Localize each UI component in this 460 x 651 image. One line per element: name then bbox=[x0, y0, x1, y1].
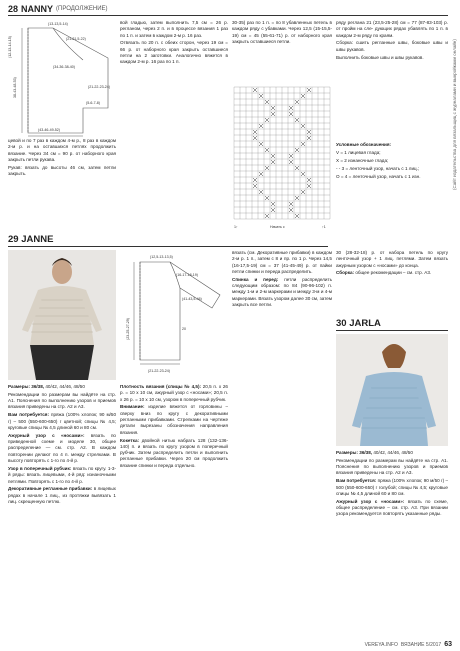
jarla-text bbox=[336, 450, 448, 630]
nanny-label-0: (13-13,5-14) bbox=[48, 22, 68, 26]
janne-label-0: (12,5-13-13,5) bbox=[150, 255, 173, 259]
chart-stitch-mark bbox=[253, 136, 257, 140]
janne-label-1: (16-17-18-19) bbox=[176, 273, 198, 277]
janne-note: изделие вяжется от горловины – сверху вниз по кругу с декоративными регланными прибавками. Стрелками на чертеже детали вырезаны обозначения направления вязания. bbox=[120, 404, 228, 435]
janne-rule bbox=[8, 246, 328, 247]
jarla-sizes: 40/42, 44/46, 48/50 bbox=[373, 450, 413, 455]
nanny-col4-p2: Выполнить боковые швы и швы рукавов. bbox=[336, 54, 424, 60]
chart-stitch-mark bbox=[259, 172, 263, 176]
chart-stitch-mark bbox=[265, 196, 269, 200]
legend-item-0: V = 1 лицевая глада; bbox=[336, 149, 381, 155]
jarla-sizes-label: Размеры: 36/38, bbox=[336, 450, 373, 455]
chart-stitch-mark bbox=[289, 112, 293, 116]
nanny-text-col3 bbox=[232, 20, 332, 80]
header-rule bbox=[8, 15, 448, 16]
janne-neck-label: Кокетка: bbox=[120, 437, 140, 443]
janne-photo bbox=[8, 250, 116, 380]
chart-stitch-mark bbox=[271, 154, 275, 158]
nanny-label-6: (12-13-14-15) bbox=[8, 36, 12, 58]
chart-stitch-mark bbox=[271, 160, 275, 164]
janne-number: 29 bbox=[8, 234, 19, 245]
footer-issue: ВЯЗАНИЕ 5/2017 bbox=[400, 641, 442, 648]
janne-density: 20,5 п. x 26 р. = 10 x 10 см, ажурный узор с «носами»; 20,5 п. x 26 р. = 10 x 10 см, узором в поперечный рубчик. bbox=[120, 384, 228, 402]
jarla-intro: Рекомендации по размерам вы найдёте на стр. А1. Пояснения по выполнению узоров и приемов вязания приведены на стр. А2 и А3. bbox=[336, 457, 448, 476]
chart-stitch-mark bbox=[307, 136, 311, 140]
janne-neck: двойной нитью набрать 128 (132-136-140) п. и вязать по кругу узором в поперечный рубчик. Затем распределить петли и выполнить регланные прибавки. Через 20 см продолжить вязание спинки и переда отдельно. bbox=[120, 437, 228, 468]
nanny-label-1: (21-21,5-22) bbox=[66, 37, 86, 41]
chart-stitch-mark bbox=[289, 154, 293, 158]
nanny-text-col1 bbox=[8, 138, 116, 226]
janne-materials-label: Вам потребуется: bbox=[8, 412, 50, 418]
janne-note-label: Внимание: bbox=[120, 404, 145, 410]
chart-mark-0: 1↑ bbox=[234, 225, 238, 229]
legend-title: Условные обозначения: bbox=[336, 142, 392, 147]
legend bbox=[336, 142, 448, 226]
janne-assembly: общее рекомендации – см. стр. А3. bbox=[355, 270, 432, 276]
janne-stripe-label: Узор в поперечный рубчик: bbox=[8, 465, 72, 471]
jarla-number: 30 bbox=[336, 318, 347, 329]
page-footer bbox=[365, 641, 452, 648]
chart-stitch-mark bbox=[295, 214, 299, 218]
chart-stitch-mark bbox=[301, 190, 305, 194]
chart-stitch-mark bbox=[307, 178, 311, 182]
janne-assembly-label: Сборка: bbox=[336, 270, 355, 276]
chart-stitch-mark bbox=[301, 142, 305, 146]
nanny-label-5: (5-6-7-8) bbox=[86, 101, 100, 105]
chart-stitch-mark bbox=[265, 214, 269, 218]
nanny-col2-p0: вой гладью, затем выполнить 7,5 см = 26 р. регланом, через 2 п. и в процессе вязания 1 раз по 1 п. и затем в каждом 2-м р. 16 раз. bbox=[120, 20, 228, 38]
nanny-text-col4 bbox=[336, 20, 448, 140]
footer-site: VEREYA.INFO bbox=[364, 641, 398, 648]
janne-text-col3 bbox=[232, 250, 332, 634]
chart-stitch-mark bbox=[259, 190, 263, 194]
nanny-label-2: 38-43-48-53) bbox=[13, 77, 17, 98]
janne-materials: пряжа (100% хлопок; 90 м/50 г) – 500 (550-600-650) г цветной; спицы № 4,5; круговые спицы № 4,5 длиной 60 и 80 см. bbox=[8, 412, 116, 430]
side-credit: (Сайт издательства для вязальщиц с журналами и выкройками онлайн) bbox=[452, 39, 457, 190]
chart-stitch-mark bbox=[265, 148, 269, 152]
section-continued: (ПРОДОЛЖЕНИЕ) bbox=[56, 5, 108, 12]
knitting-chart bbox=[232, 85, 332, 230]
jarla-name: JARLA bbox=[349, 318, 381, 329]
jarla-rule bbox=[336, 330, 448, 331]
chart-stitch-mark bbox=[289, 106, 293, 110]
janne-text-col4 bbox=[336, 250, 448, 310]
chart-stitch-mark bbox=[301, 172, 305, 176]
nanny-schematic bbox=[8, 18, 113, 138]
chart-stitch-mark bbox=[295, 148, 299, 152]
nanny-col1-p1: Рукав: вязать до высоты 46 см, затем петли закрыть. bbox=[8, 164, 116, 177]
chart-stitch-mark bbox=[253, 130, 257, 134]
chart-stitch-mark bbox=[307, 184, 311, 188]
page-number: 63 bbox=[444, 641, 452, 648]
janne-text-col1 bbox=[8, 384, 116, 634]
chart-stitch-mark bbox=[295, 196, 299, 200]
chart-stitch-mark bbox=[265, 118, 269, 122]
chart-stitch-mark bbox=[295, 118, 299, 122]
janne-raglan-label: Декоративные регланные прибавки: bbox=[8, 486, 93, 492]
janne-back-label: Спинка и перед: bbox=[232, 276, 279, 282]
chart-mark-1: Начать с bbox=[270, 225, 285, 229]
legend-item-1: X = 2 изнаночные глада; bbox=[336, 157, 389, 163]
chart-stitch-mark bbox=[259, 124, 263, 128]
jarla-photo bbox=[336, 334, 448, 446]
janne-sizes-label: Размеры: 36/38, bbox=[8, 384, 45, 389]
chart-stitch-mark bbox=[301, 94, 305, 98]
janne-pattern: вязать по приведенной схеме и моделе 30, общее распределение — см. стр. А2. В каждом повторении делают по 4 п. между стрелками. В высоту повторять с 1-го по 4-й р. bbox=[8, 432, 116, 464]
chart-stitch-mark bbox=[259, 142, 263, 146]
chart-stitch-mark bbox=[253, 184, 257, 188]
janne-col3-text: вязать (см. Декоративные прибавки) в каждом 2-м р. 1 п., затем с 8 и пр. по 1 р. Через 14,5 (16-17,5-19) см = 37 (41-45-49) р. от пайки петли спинки и переда распределить. bbox=[232, 250, 332, 274]
chart-stitch-mark bbox=[265, 166, 269, 170]
jarla-materials: пряжа (100% хлопок; 90 м/50 г) – 500 (550-600-650) г голубой; спицы № 4,5; круговые спицы № 4,5 длиной 60 и 80 см. bbox=[336, 478, 448, 496]
chart-stitch-mark bbox=[295, 100, 299, 104]
chart-stitch-mark bbox=[295, 166, 299, 170]
chart-stitch-mark bbox=[271, 112, 275, 116]
chart-stitch-mark bbox=[289, 208, 293, 212]
chart-mark-2: ↑1 bbox=[322, 225, 326, 229]
chart-stitch-mark bbox=[253, 178, 257, 182]
chart-stitch-mark bbox=[265, 100, 269, 104]
section-number: 28 bbox=[8, 3, 19, 14]
legend-item-3: O = 4 = ленточный узор, начать с 1 изн. bbox=[336, 173, 421, 179]
chart-stitch-mark bbox=[271, 202, 275, 206]
janne-label-2: (23-25-27-29) bbox=[126, 318, 130, 340]
nanny-col4-p0: ряду реглана 21 (23,5-25-28) см = 77 (87-83-103) р. от пройм на сле- дующих рядах убавлять по 1 п. в каждом 2-м ряду по краям. bbox=[336, 20, 448, 38]
nanny-text-col2 bbox=[120, 20, 228, 226]
nanny-col1-p0: цевой и по 7 раз в каждом 4-м р., 8 раз в каждом 2-м р. и на оставшихся петлях продолжить вязание. Через 34 см = 90 р. от наборного края закрыть петли рукава. bbox=[8, 138, 116, 162]
janne-name: JANNE bbox=[21, 234, 54, 245]
jarla-heading bbox=[336, 318, 381, 329]
nanny-col2-p1: Отвязать по 20 п. с обеих сторон, через 19 см = 66 р. от наборного края закрыть оставшиеся петли на 2 заготовки. Аналогично вяжется в каждом 2-м р. 16 раз по 1 п. bbox=[120, 40, 228, 65]
chart-stitch-mark bbox=[289, 202, 293, 206]
janne-back: петли распределить следующим образом: по 84 (90-96-102) п. между 1-м и 2-м маркерами и между 3-м и 4-м маркерами. Вязать узором далее 30 см, затем закрыть все петли. bbox=[232, 276, 332, 307]
janne-stripe: вязать по кругу. 1-3-й ряды: вязать лицевыми, 4-й ряд: изнаночными петлями. Повторять с 1-го по 4-й р. bbox=[8, 465, 116, 484]
chart-stitch-mark bbox=[271, 208, 275, 212]
janne-label-3: 20 bbox=[182, 327, 186, 331]
janne-label-5: (21-22-23-24) bbox=[148, 369, 170, 373]
janne-label-4: (41-43,5-46) bbox=[182, 297, 202, 301]
jarla-pattern-label: Ажурный узор с «носами»: bbox=[336, 498, 405, 504]
nanny-label-4: (34-36-38-40) bbox=[53, 65, 75, 69]
janne-pattern-label: Ажурный узор с «носами»: bbox=[8, 432, 85, 438]
nanny-label-3: (21-22-23-24) bbox=[88, 85, 110, 89]
janne-sizes: 40/42, 44/46, 48/50 bbox=[45, 384, 85, 389]
legend-item-2: - - 3 = ленточный узор, начать с 1 лиц.; bbox=[336, 165, 420, 171]
janne-raglan: в лицевых рядах в начале 1 лиц., из протяжки вывязать 1 лиц. скрещенную петлю. bbox=[8, 486, 116, 505]
chart-stitch-mark bbox=[271, 106, 275, 110]
janne-col4-text: 30 (28-32-18) р. от набора петель по кругу ленточный узор + 1 лиц. петлями. Затем вязать ажурным узором с «носами» до конца. bbox=[336, 250, 448, 268]
janne-density-label: Плотность вязания (спицы № 4,5): bbox=[120, 384, 202, 389]
chart-stitch-mark bbox=[307, 130, 311, 134]
nanny-col3-p0: 30-35) раз по 1 п. = по 8 убавленных петель в каждом ряду с убавками. Через 12,5 (15-15,5-19) см = 45 (55-61-71) р. от наборного края закрыть оставшиеся петли. bbox=[232, 20, 332, 44]
chart-stitch-mark bbox=[289, 160, 293, 164]
jarla-materials-label: Вам потребуется: bbox=[336, 478, 377, 484]
section-title: NANNY bbox=[21, 3, 54, 14]
chart-stitch-mark bbox=[307, 88, 311, 92]
janne-schematic bbox=[120, 250, 228, 380]
jarla-pattern: вязать по схеме, общее распределение – см. стр. А3. При вязании узора рекомендуется повторять указанные ряды. bbox=[336, 498, 448, 517]
janne-heading bbox=[8, 234, 53, 245]
janne-intro: Рекомендации по размерам вы найдёте на стр. А1. Пояснения по выполнению узоров и приемов вязания приведены на стр. А2 и А3. bbox=[8, 391, 116, 410]
chart-stitch-mark bbox=[301, 124, 305, 128]
nanny-col4-p1: Сборка: сшить регланные швы, боковые швы и швы рукавов. bbox=[336, 40, 448, 52]
page-header bbox=[8, 3, 108, 14]
janne-text-col2 bbox=[120, 384, 228, 634]
nanny-label-7: (43-46-49-52) bbox=[38, 128, 60, 132]
chart-stitch-mark bbox=[253, 88, 257, 92]
chart-stitch-mark bbox=[259, 94, 263, 98]
